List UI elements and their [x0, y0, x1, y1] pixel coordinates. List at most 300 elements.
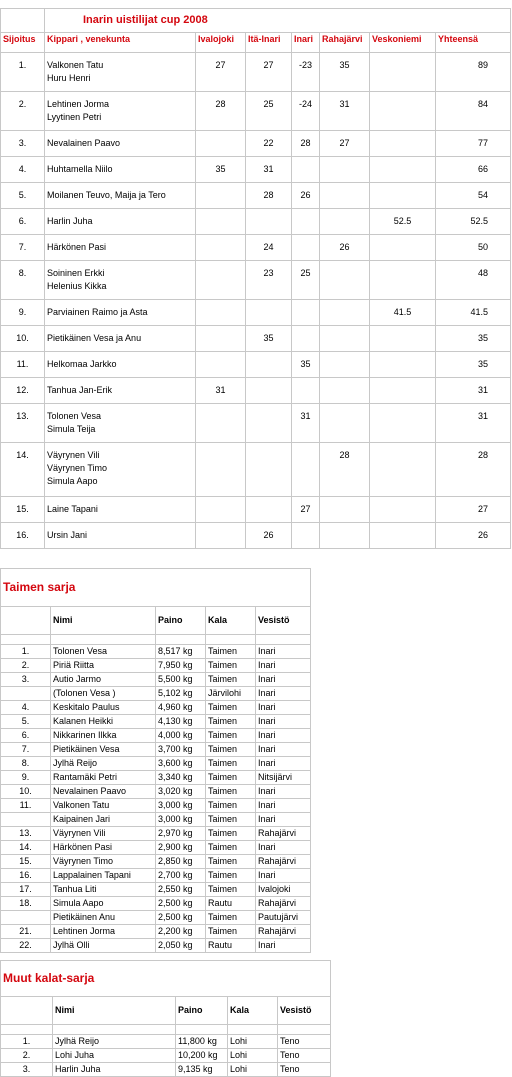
- rank-cell: 15.: [1, 855, 51, 869]
- name-cell: Lehtinen Jorma: [51, 925, 156, 939]
- water-cell: Inari: [256, 757, 311, 771]
- name-cell: Nikkarinen Ilkka: [51, 729, 156, 743]
- weight-cell: 3,700 kg: [156, 743, 206, 757]
- name-cell: Simula Aapo: [51, 897, 156, 911]
- water-cell: Inari: [256, 785, 311, 799]
- score-cell: [320, 326, 370, 352]
- catch-row: [1, 925, 311, 939]
- score-cell: [196, 209, 246, 235]
- cup-row: [1, 92, 511, 131]
- catch-row: [1, 855, 311, 869]
- score-cell: 35: [196, 157, 246, 183]
- score-cell: 31: [436, 378, 511, 404]
- score-cell: [292, 300, 320, 326]
- water-cell: Inari: [256, 743, 311, 757]
- name-cell: Pietikäinen Vesa: [51, 743, 156, 757]
- rank-cell: 22.: [1, 939, 51, 953]
- rank-cell: 5.: [1, 715, 51, 729]
- catch-row: [1, 645, 311, 659]
- rank-cell: 15.: [1, 497, 45, 523]
- score-cell: 26: [436, 523, 511, 549]
- fish-cell: Taimen: [206, 869, 256, 883]
- score-cell: [370, 157, 436, 183]
- fish-cell: Taimen: [206, 771, 256, 785]
- crew-name: Helkomaa Jarkko: [47, 359, 117, 369]
- score-cell: 27: [436, 497, 511, 523]
- score-cell: 84: [436, 92, 511, 131]
- weight-cell: 3,020 kg: [156, 785, 206, 799]
- rank-cell: 3.: [1, 131, 45, 157]
- catch-row: [1, 939, 311, 953]
- water-cell: Inari: [256, 715, 311, 729]
- rank-cell: 5.: [1, 183, 45, 209]
- name-cell: Tolonen Vesa: [51, 645, 156, 659]
- crew-cell: [45, 497, 196, 523]
- crew-cell: [45, 157, 196, 183]
- score-cell: 41.5: [436, 300, 511, 326]
- weight-cell: 3,600 kg: [156, 757, 206, 771]
- fish-cell: Rautu: [206, 939, 256, 953]
- crew-name: Lehtinen Jorma: [47, 99, 110, 109]
- crew-name: Simula Aapo: [47, 476, 98, 486]
- catch-row: [1, 897, 311, 911]
- rank-cell: 11.: [1, 799, 51, 813]
- crew-name: Väyrynen Timo: [47, 463, 108, 473]
- crew-cell: [45, 443, 196, 497]
- name-cell: Harlin Juha: [53, 1063, 176, 1077]
- name-cell: Nevalainen Paavo: [51, 785, 156, 799]
- rank-cell: 1.: [1, 645, 51, 659]
- fish-cell: Taimen: [206, 729, 256, 743]
- weight-cell: 2,970 kg: [156, 827, 206, 841]
- score-cell: 50: [436, 235, 511, 261]
- water-cell: Ivalojoki: [256, 883, 311, 897]
- crew-name: Soininen Erkki: [47, 268, 105, 278]
- rank-cell: [1, 687, 51, 701]
- catch-row: [1, 799, 311, 813]
- weight-cell: 2,900 kg: [156, 841, 206, 855]
- catch-row: [1, 701, 311, 715]
- score-cell: 22: [246, 131, 292, 157]
- score-cell: 27: [320, 131, 370, 157]
- score-cell: [292, 378, 320, 404]
- rank-cell: 13.: [1, 827, 51, 841]
- crew-cell: [45, 523, 196, 549]
- col-header: Yhteensä: [436, 33, 511, 53]
- weight-cell: 10,200 kg: [176, 1049, 228, 1063]
- rank-cell: 14.: [1, 841, 51, 855]
- crew-name: Tanhua Jan-Erik: [47, 385, 113, 395]
- cup-row: [1, 443, 511, 497]
- score-cell: 54: [436, 183, 511, 209]
- water-cell: Inari: [256, 673, 311, 687]
- crew-cell: [45, 300, 196, 326]
- water-cell: Inari: [256, 701, 311, 715]
- water-cell: Inari: [256, 659, 311, 673]
- score-cell: [196, 443, 246, 497]
- rank-cell: 21.: [1, 925, 51, 939]
- crew-cell: [45, 261, 196, 300]
- score-cell: 27: [196, 53, 246, 92]
- score-cell: 28: [292, 131, 320, 157]
- score-cell: 24: [246, 235, 292, 261]
- rank-cell: 7.: [1, 235, 45, 261]
- score-cell: 25: [292, 261, 320, 300]
- rank-cell: 9.: [1, 300, 45, 326]
- score-cell: 52.5: [370, 209, 436, 235]
- score-cell: -24: [292, 92, 320, 131]
- crew-cell: [45, 326, 196, 352]
- fish-cell: Taimen: [206, 757, 256, 771]
- weight-cell: 3,000 kg: [156, 799, 206, 813]
- crew-name: Tolonen Vesa: [47, 411, 102, 421]
- score-cell: 52.5: [436, 209, 511, 235]
- score-cell: 28: [320, 443, 370, 497]
- rank-cell: 16.: [1, 523, 45, 549]
- fish-cell: Taimen: [206, 911, 256, 925]
- score-cell: [370, 53, 436, 92]
- catch-row: [1, 659, 311, 673]
- cup-title: Inarin uistilijat cup 2008: [45, 9, 511, 33]
- crew-name: Härkönen Pasi: [47, 242, 107, 252]
- score-cell: [320, 497, 370, 523]
- score-cell: 66: [436, 157, 511, 183]
- name-cell: Härkönen Pasi: [51, 841, 156, 855]
- crew-cell: [45, 209, 196, 235]
- col-header: Kippari , venekunta: [45, 33, 196, 53]
- fish-cell: Taimen: [206, 785, 256, 799]
- cup-row: [1, 497, 511, 523]
- rank-cell: 1.: [1, 53, 45, 92]
- rank-cell: 1.: [1, 1035, 53, 1049]
- score-cell: [320, 352, 370, 378]
- catch-row: [1, 911, 311, 925]
- crew-cell: [45, 131, 196, 157]
- score-cell: [196, 261, 246, 300]
- rank-cell: 10.: [1, 326, 45, 352]
- score-cell: [370, 523, 436, 549]
- cup-row: [1, 235, 511, 261]
- score-cell: [292, 235, 320, 261]
- name-cell: Väyrynen Timo: [51, 855, 156, 869]
- cup-header-row: [1, 33, 511, 53]
- weight-cell: 2,200 kg: [156, 925, 206, 939]
- score-cell: -23: [292, 53, 320, 92]
- crew-name: Parviainen Raimo ja Asta: [47, 307, 148, 317]
- score-cell: [196, 300, 246, 326]
- col-header: Vesistö: [256, 607, 311, 635]
- score-cell: 35: [320, 53, 370, 92]
- cup-row: [1, 404, 511, 443]
- col-header: Kala: [228, 997, 278, 1025]
- score-cell: [196, 183, 246, 209]
- score-cell: [320, 378, 370, 404]
- catch-row: [1, 673, 311, 687]
- score-cell: 77: [436, 131, 511, 157]
- score-cell: [320, 523, 370, 549]
- col-header: Nimi: [53, 997, 176, 1025]
- cup-row: [1, 378, 511, 404]
- name-cell: Jylhä Olli: [51, 939, 156, 953]
- rank-cell: 2.: [1, 1049, 53, 1063]
- cup-row: [1, 157, 511, 183]
- water-cell: Inari: [256, 729, 311, 743]
- crew-name: Pietikäinen Vesa ja Anu: [47, 333, 142, 343]
- crew-name: Huru Henri: [47, 73, 91, 83]
- weight-cell: 2,050 kg: [156, 939, 206, 953]
- cup-row: [1, 300, 511, 326]
- weight-cell: 5,102 kg: [156, 687, 206, 701]
- score-cell: [196, 404, 246, 443]
- score-cell: [246, 209, 292, 235]
- name-cell: Lohi Juha: [53, 1049, 176, 1063]
- name-cell: Autio Jarmo: [51, 673, 156, 687]
- name-cell: Jylhä Reijo: [51, 757, 156, 771]
- name-cell: (Tolonen Vesa ): [51, 687, 156, 701]
- rank-cell: 16.: [1, 869, 51, 883]
- score-cell: 25: [246, 92, 292, 131]
- score-cell: 23: [246, 261, 292, 300]
- score-cell: [246, 443, 292, 497]
- fish-cell: Taimen: [206, 701, 256, 715]
- score-cell: [292, 523, 320, 549]
- col-header: Vesistö: [278, 997, 331, 1025]
- rank-cell: 2.: [1, 92, 45, 131]
- score-cell: 26: [320, 235, 370, 261]
- name-cell: Pietikäinen Anu: [51, 911, 156, 925]
- catch-row: [1, 715, 311, 729]
- catch-row: [1, 841, 311, 855]
- water-cell: Teno: [278, 1035, 331, 1049]
- catch-row: [1, 785, 311, 799]
- water-cell: Pautujärvi: [256, 911, 311, 925]
- score-cell: [196, 523, 246, 549]
- crew-cell: [45, 404, 196, 443]
- score-cell: [320, 261, 370, 300]
- cup-row: [1, 352, 511, 378]
- rank-cell: 17.: [1, 883, 51, 897]
- score-cell: [320, 404, 370, 443]
- score-cell: [292, 326, 320, 352]
- rank-cell: 14.: [1, 443, 45, 497]
- score-cell: 35: [436, 326, 511, 352]
- score-cell: [370, 404, 436, 443]
- fish-cell: Taimen: [206, 659, 256, 673]
- crew-cell: [45, 53, 196, 92]
- score-cell: [292, 209, 320, 235]
- score-cell: 27: [246, 53, 292, 92]
- score-cell: 48: [436, 261, 511, 300]
- score-cell: [292, 443, 320, 497]
- catch-row: [1, 743, 311, 757]
- rank-cell: 13.: [1, 404, 45, 443]
- col-header: Rahajärvi: [320, 33, 370, 53]
- score-cell: [246, 300, 292, 326]
- col-header: Nimi: [51, 607, 156, 635]
- name-cell: Valkonen Tatu: [51, 799, 156, 813]
- fish-cell: Taimen: [206, 827, 256, 841]
- fish-cell: Taimen: [206, 673, 256, 687]
- score-cell: [370, 183, 436, 209]
- water-cell: Inari: [256, 869, 311, 883]
- catch-row: [1, 771, 311, 785]
- water-cell: Inari: [256, 841, 311, 855]
- weight-cell: 3,340 kg: [156, 771, 206, 785]
- rank-cell: 8.: [1, 261, 45, 300]
- weight-cell: 2,850 kg: [156, 855, 206, 869]
- fish-cell: Taimen: [206, 743, 256, 757]
- weight-cell: 9,135 kg: [176, 1063, 228, 1077]
- fish-cell: Lohi: [228, 1049, 278, 1063]
- score-cell: [196, 352, 246, 378]
- crew-name: Nevalainen Paavo: [47, 138, 121, 148]
- catch-row: [1, 1049, 331, 1063]
- weight-cell: 2,550 kg: [156, 883, 206, 897]
- score-cell: [370, 497, 436, 523]
- cup-row: [1, 326, 511, 352]
- score-cell: 28: [436, 443, 511, 497]
- score-cell: [370, 352, 436, 378]
- score-cell: 31: [246, 157, 292, 183]
- weight-cell: 2,700 kg: [156, 869, 206, 883]
- score-cell: [370, 378, 436, 404]
- score-cell: [370, 92, 436, 131]
- water-cell: Rahajärvi: [256, 925, 311, 939]
- score-cell: [320, 300, 370, 326]
- water-cell: Teno: [278, 1063, 331, 1077]
- rank-cell: 8.: [1, 757, 51, 771]
- score-cell: [320, 157, 370, 183]
- water-cell: Teno: [278, 1049, 331, 1063]
- taimen-title: Taimen sarja: [1, 569, 311, 607]
- crew-name: Moilanen Teuvo, Maija ja Tero: [47, 190, 166, 200]
- water-cell: Inari: [256, 939, 311, 953]
- score-cell: [196, 326, 246, 352]
- score-cell: [292, 157, 320, 183]
- name-cell: Kalanen Heikki: [51, 715, 156, 729]
- fish-cell: Taimen: [206, 799, 256, 813]
- rank-cell: 9.: [1, 771, 51, 785]
- cup-row: [1, 209, 511, 235]
- score-cell: [246, 404, 292, 443]
- col-header: Ivalojoki: [196, 33, 246, 53]
- cup-row: [1, 183, 511, 209]
- weight-cell: 2,500 kg: [156, 897, 206, 911]
- crew-name: Ursin Jani: [47, 530, 88, 540]
- rank-cell: 3.: [1, 673, 51, 687]
- weight-cell: 4,000 kg: [156, 729, 206, 743]
- cup-row: [1, 53, 511, 92]
- crew-name: Helenius Kikka: [47, 281, 107, 291]
- cup-row: [1, 523, 511, 549]
- score-cell: 28: [246, 183, 292, 209]
- catch-row: [1, 869, 311, 883]
- catch-row: [1, 757, 311, 771]
- name-cell: Lappalainen Tapani: [51, 869, 156, 883]
- weight-cell: 2,500 kg: [156, 911, 206, 925]
- cup-table: [0, 8, 511, 549]
- score-cell: [370, 235, 436, 261]
- rank-cell: 12.: [1, 378, 45, 404]
- crew-name: Harlin Juha: [47, 216, 93, 226]
- score-cell: [196, 497, 246, 523]
- rank-cell: 7.: [1, 743, 51, 757]
- score-cell: 35: [292, 352, 320, 378]
- rank-cell: [1, 911, 51, 925]
- col-header: Paino: [156, 607, 206, 635]
- weight-cell: 5,500 kg: [156, 673, 206, 687]
- score-cell: 89: [436, 53, 511, 92]
- fish-cell: Lohi: [228, 1035, 278, 1049]
- col-header: Paino: [176, 997, 228, 1025]
- cup-row: [1, 261, 511, 300]
- catch-row: [1, 729, 311, 743]
- score-cell: [246, 497, 292, 523]
- weight-cell: 4,130 kg: [156, 715, 206, 729]
- score-cell: 27: [292, 497, 320, 523]
- name-cell: Rantamäki Petri: [51, 771, 156, 785]
- catch-row: [1, 687, 311, 701]
- crew-name: Väyrynen Vili: [47, 450, 100, 460]
- crew-name: Lyytinen Petri: [47, 112, 102, 122]
- catch-row: [1, 1035, 331, 1049]
- water-cell: Inari: [256, 687, 311, 701]
- rank-cell: 6.: [1, 209, 45, 235]
- fish-cell: Taimen: [206, 645, 256, 659]
- crew-name: Valkonen Tatu: [47, 60, 104, 70]
- water-cell: Rahajärvi: [256, 897, 311, 911]
- score-cell: 28: [196, 92, 246, 131]
- score-cell: [370, 443, 436, 497]
- crew-cell: [45, 352, 196, 378]
- score-cell: [320, 209, 370, 235]
- rank-cell: 4.: [1, 701, 51, 715]
- water-cell: Inari: [256, 645, 311, 659]
- score-cell: 31: [320, 92, 370, 131]
- score-cell: 35: [246, 326, 292, 352]
- fish-cell: Rautu: [206, 897, 256, 911]
- name-cell: Tanhua Liti: [51, 883, 156, 897]
- fish-cell: Taimen: [206, 883, 256, 897]
- rank-cell: 11.: [1, 352, 45, 378]
- score-cell: 31: [436, 404, 511, 443]
- fish-cell: Taimen: [206, 813, 256, 827]
- col-header: Sijoitus: [1, 33, 45, 53]
- col-header: Itä-Inari: [246, 33, 292, 53]
- weight-cell: 7,950 kg: [156, 659, 206, 673]
- fish-cell: Lohi: [228, 1063, 278, 1077]
- crew-cell: [45, 183, 196, 209]
- name-cell: Kaipainen Jari: [51, 813, 156, 827]
- col-header: Veskoniemi: [370, 33, 436, 53]
- crew-name: Huhtamella Niilo: [47, 164, 113, 174]
- rank-cell: 18.: [1, 897, 51, 911]
- water-cell: Nitsijärvi: [256, 771, 311, 785]
- catch-row: [1, 883, 311, 897]
- score-cell: 31: [292, 404, 320, 443]
- muut-title: Muut kalat-sarja: [1, 961, 331, 997]
- score-cell: 35: [436, 352, 511, 378]
- muut-header-row: [1, 997, 331, 1025]
- crew-name: Simula Teija: [47, 424, 96, 434]
- fish-cell: Taimen: [206, 715, 256, 729]
- score-cell: [196, 131, 246, 157]
- water-cell: Rahajärvi: [256, 855, 311, 869]
- catch-row: [1, 827, 311, 841]
- score-cell: [246, 352, 292, 378]
- weight-cell: 4,960 kg: [156, 701, 206, 715]
- fish-cell: Järvilohi: [206, 687, 256, 701]
